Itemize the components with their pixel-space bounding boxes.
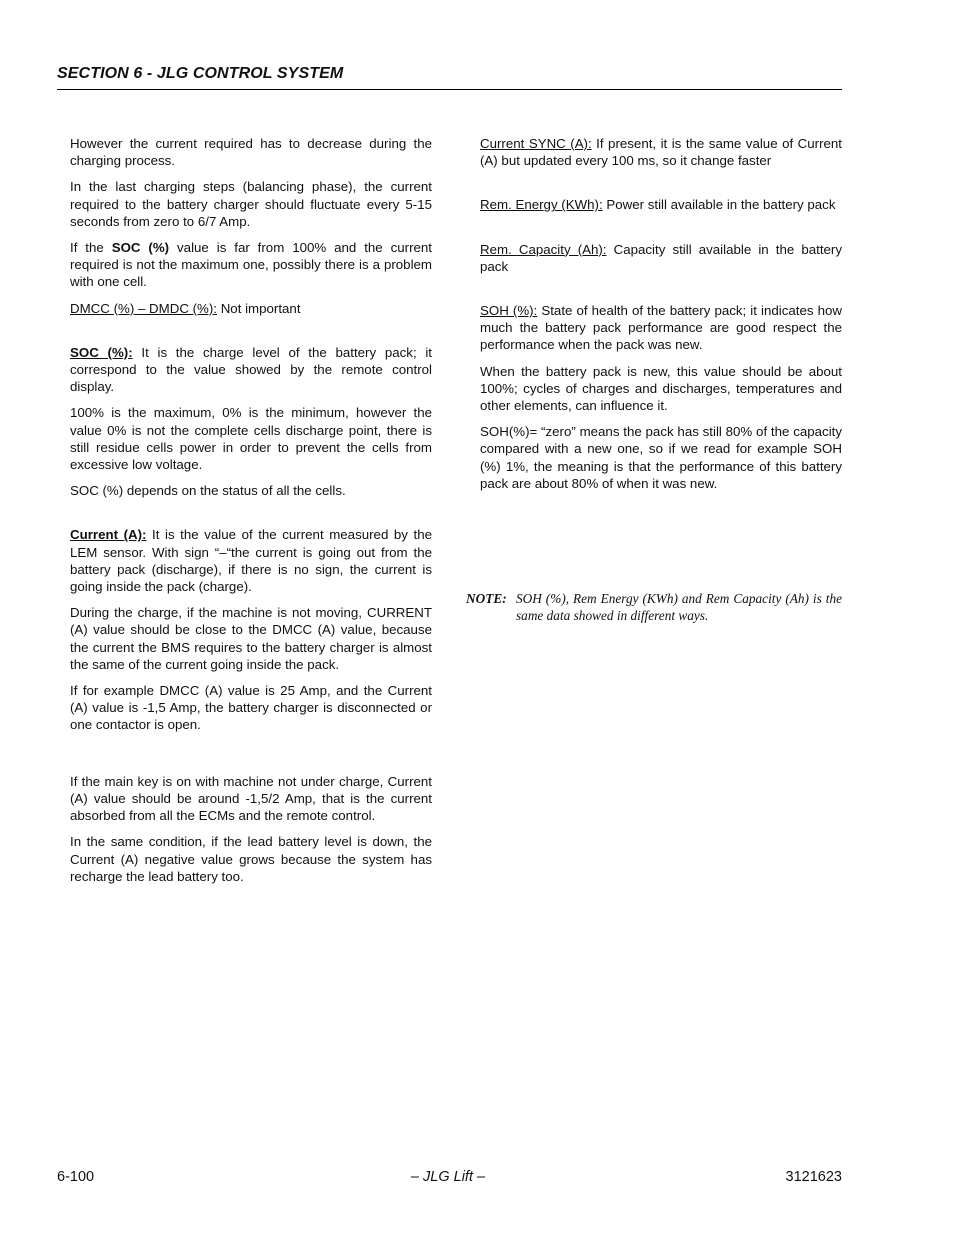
- sync-term: Current SYNC (A):: [480, 136, 592, 151]
- header-divider: [57, 89, 842, 90]
- spacer: [480, 223, 842, 241]
- paragraph: If the main key is on with machine not under charge, Current (A) value should be around -1,5/2 Amp, that is the current absorbed from all the ECMs and the remote control.: [70, 773, 432, 824]
- sync-paragraph: [480, 135, 842, 169]
- current-paragraph: [70, 526, 432, 595]
- soh-term: SOH (%):: [480, 303, 538, 319]
- spacer: [480, 178, 842, 196]
- text: If present, it is the same value of Current (A) but updated every 100 ms, so it change faster: [480, 136, 842, 169]
- text: It is the charge level of the battery pack; it correspond to the value showed by the remote control display.: [70, 344, 433, 395]
- capacity-paragraph: [480, 241, 842, 275]
- paragraph: During the charge, if the machine is not moving, CURRENT (A) value should be close to the DMCC (A) value, because the current the BMS requires to the battery charger is almost the same of the current going inside the pack.: [70, 605, 432, 672]
- soc-inline-term: SOC (%): [111, 240, 170, 256]
- document-number: 3121623: [785, 1169, 842, 1185]
- note-label: NOTE:: [466, 591, 507, 606]
- footer-brand: – JLG Lift –: [410, 1169, 486, 1185]
- spacer: [70, 508, 432, 526]
- page-number: 6-100: [57, 1169, 95, 1185]
- paragraph: [70, 239, 432, 291]
- text: State of health of the battery pack; it indicates how much the battery pack performance are good respect the performance when the pack was new.: [480, 303, 842, 353]
- left-column: [70, 135, 432, 894]
- soc-paragraph: [70, 344, 432, 396]
- paragraph: However the current required has to decrease during the charging process.: [70, 136, 432, 169]
- paragraph: 100% is the maximum, 0% is the minimum, however the value 0% is not the complete cells discharge point, there is still residue cells power in order to prevent the cells from excessive low voltage.: [70, 405, 432, 473]
- spacer: [70, 326, 432, 344]
- dmcc-term: DMCC (%) – DMDC (%):: [70, 300, 217, 316]
- paragraph: If for example DMCC (A) value is 25 Amp, and the Current (A) value is -1,5 Amp, the battery charger is disconnected or one contactor is open.: [70, 683, 432, 733]
- dmcc-paragraph: [70, 300, 432, 317]
- text: It is the value of the current measured by the LEM sensor. With sign “–“the current is going out from the battery pack (discharge), if there is no sign, the current is going inside the pack (charge).: [70, 527, 432, 595]
- note-block: [466, 590, 842, 624]
- text: value is far from 100% and the current required is not the maximum one, possibly there is a problem with one cell.: [70, 240, 432, 290]
- text: Power still available in the battery pack: [602, 197, 836, 213]
- soh-paragraph: [480, 302, 842, 354]
- energy-term: Rem. Energy (KWh):: [480, 197, 603, 213]
- paragraph: In the same condition, if the lead battery level is down, the Current (A) negative value grows because the system has recharge the lead battery too.: [70, 834, 432, 884]
- current-term: Current (A):: [70, 527, 147, 543]
- spacer: [480, 284, 842, 302]
- text: If the: [70, 240, 112, 256]
- paragraph: When the battery pack is new, this value should be about 100%; cycles of charges and discharges, temperatures and other elements, can influence it.: [480, 363, 842, 414]
- soc-term: SOC (%):: [70, 344, 133, 360]
- capacity-term: Rem. Capacity (Ah):: [480, 241, 607, 257]
- energy-paragraph: [480, 196, 842, 213]
- text: Not important: [217, 300, 301, 316]
- note-text: SOH (%), Rem Energy (KWh) and Rem Capacity (Ah) is the same data showed in different ways.: [516, 591, 842, 624]
- spacer: [70, 743, 432, 773]
- paragraph: SOC (%) depends on the status of all the cells.: [70, 483, 346, 499]
- text: Capacity still available in the battery pack: [480, 241, 842, 274]
- paragraph: SOH(%)= “zero” means the pack has still 80% of the capacity compared with a new one, so if we read for example SOH (%) 1%, the meaning is that the performance of this battery pack are about 80% of when it was new.: [480, 424, 842, 491]
- right-column: [480, 135, 842, 501]
- section-title: SECTION 6 - JLG CONTROL SYSTEM: [57, 65, 344, 82]
- paragraph: In the last charging steps (balancing phase), the current required to the battery charger should fluctuate every 5-15 seconds from zero to 6/7 Amp.: [70, 179, 432, 229]
